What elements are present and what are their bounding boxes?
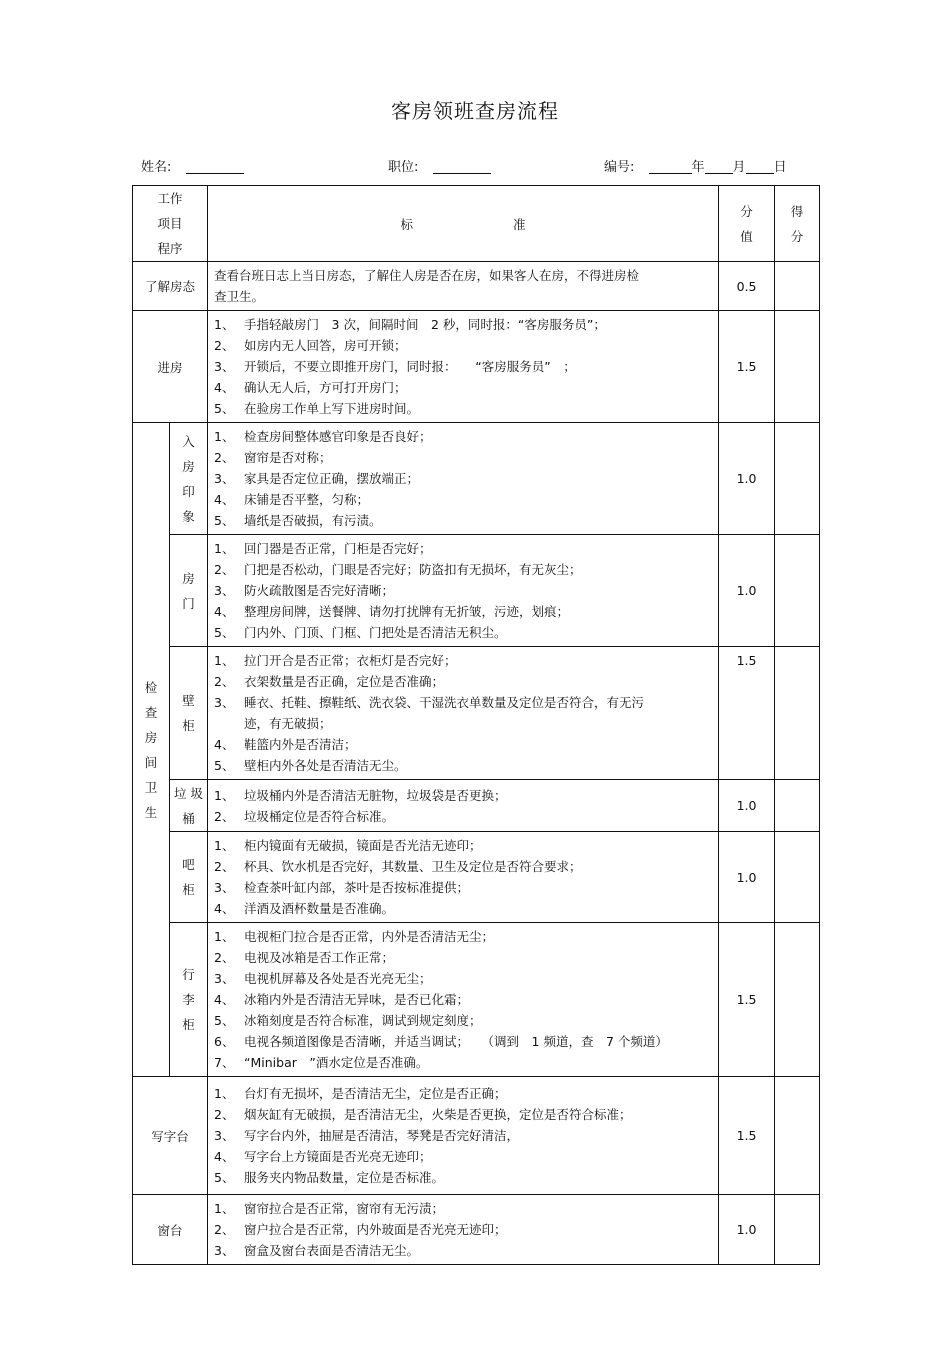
standard-line [214, 1198, 712, 1219]
line-text: 床铺是否平整，匀称； [244, 492, 370, 507]
sub-item-char: 柜 [182, 718, 195, 733]
line-text: 如房内无人回答，房可开锁； [244, 338, 407, 353]
points-cell: 1.0 [719, 1195, 775, 1265]
standard-line [214, 1104, 712, 1125]
sub-item-cell [170, 423, 208, 535]
line-number: 2、 [214, 674, 235, 689]
group-label-cell [133, 423, 170, 1077]
line-number: 2、 [214, 1222, 235, 1237]
score-input-cell[interactable] [775, 535, 820, 647]
group-label-char: 查 [144, 704, 158, 720]
line-number: 1、 [214, 929, 235, 944]
standard-line [214, 835, 712, 856]
score-input-cell[interactable] [775, 423, 820, 535]
line-text: 整理房间牌，送餐牌、请勿打扰牌有无折皱，污迹，划痕； [244, 604, 570, 619]
points-cell: 1.0 [719, 832, 775, 923]
standard-line [214, 989, 712, 1010]
line-text: 检查房间整体感官印象是否良好； [244, 429, 432, 444]
standard-line [214, 968, 712, 989]
standard-line [214, 1031, 712, 1052]
line-number: 4、 [214, 737, 235, 752]
standard-line: 查看台班日志上当日房态，了解住人房是否在房，如果客人在房，不得进房检 [214, 268, 640, 283]
sub-item-char: 象 [182, 508, 195, 524]
score-input-cell[interactable] [775, 780, 820, 832]
standard-line [214, 856, 712, 877]
standard-cell [208, 647, 719, 780]
sub-item-char: 吧 [182, 857, 195, 872]
line-number: 3、 [214, 971, 235, 986]
line-number: 3、 [214, 583, 235, 598]
line-text: 门内外、门顶、门框、门把处是否清洁无积尘。 [244, 625, 507, 640]
standard-cell [208, 423, 719, 535]
line-text: 家具是否定位正确，摆放端正； [244, 471, 420, 486]
line-number: 3、 [214, 880, 235, 895]
score-input-cell[interactable] [775, 1077, 820, 1195]
standard-cell [208, 311, 719, 423]
points-cell: 1.0 [719, 780, 775, 832]
position-blank[interactable] [433, 159, 491, 174]
line-text: 窗帘是否对称； [244, 450, 332, 465]
table-row [133, 923, 820, 1077]
standard-line [214, 898, 712, 919]
standard-line [214, 877, 712, 898]
table-row [133, 311, 820, 423]
day-label: 日 [773, 160, 787, 175]
line-text: 服务夹内物品数量，定位是否标准。 [244, 1170, 445, 1185]
line-text: 衣架数量是否正确，定位是否准确； [244, 674, 445, 689]
standard-line [214, 650, 712, 671]
sub-item-cell [170, 832, 208, 923]
line-number: 4、 [214, 380, 235, 395]
standard-line [214, 755, 712, 776]
line-number: 5、 [214, 1013, 235, 1028]
line-number: 3、 [214, 1128, 235, 1143]
line-number: 1、 [214, 1086, 235, 1101]
line-number: 2、 [214, 338, 235, 353]
line-text: 迹，有无破损； [244, 716, 332, 731]
line-number: 2、 [214, 1107, 235, 1122]
standard-cell [208, 1195, 719, 1265]
item-cell: 窗台 [133, 1195, 208, 1265]
line-number: 1、 [214, 653, 235, 668]
month-label: 月 [732, 160, 746, 175]
standard-line [214, 601, 712, 622]
line-number: 1、 [214, 317, 235, 332]
line-text: 开锁后，不要立即推开房门，同时报： “客房服务员” ； [244, 359, 576, 374]
line-text: 电视及冰箱是否工作正常； [244, 950, 395, 965]
table-row [133, 780, 820, 832]
line-number: 1、 [214, 787, 235, 803]
score-input-cell[interactable] [775, 923, 820, 1077]
points-cell: 1.0 [719, 535, 775, 647]
line-number: 2、 [214, 562, 235, 577]
line-number: 1、 [214, 838, 235, 853]
standard-line [214, 926, 712, 947]
standard-line [214, 538, 712, 559]
line-number: 6、 [214, 1034, 235, 1049]
line-text: 洋酒及酒杯数量是否准确。 [244, 901, 395, 916]
group-label-char: 房 [144, 729, 158, 745]
standard-cell [208, 832, 719, 923]
line-text: 写字台内外，抽屉是否清洁，琴凳是否完好清洁， [244, 1128, 520, 1143]
line-text: 回门器是否正常，门柜是否完好； [244, 541, 432, 556]
sub-item-char: 柜 [182, 882, 195, 897]
group-label-char: 卫 [144, 779, 158, 795]
standard-line [214, 356, 712, 377]
standard-line [214, 671, 712, 692]
line-number: 3、 [214, 359, 235, 374]
score-input-cell[interactable] [775, 262, 820, 311]
group-label-char: 生 [144, 804, 158, 820]
line-number: 1、 [214, 541, 235, 556]
sub-item-char: 李 [182, 992, 195, 1007]
position-label: 职位: [388, 160, 419, 175]
line-text: 台灯有无损坏，是否清洁无尘，定位是否正确； [244, 1086, 507, 1101]
line-text: 墙纸是否破损，有污渍。 [244, 513, 382, 528]
line-number: 2、 [214, 808, 235, 824]
sub-item-char: 房 [182, 570, 195, 586]
line-number: 5、 [214, 758, 235, 773]
line-number: 3、 [214, 695, 235, 710]
line-text: 手指轻敲房门 3 次，间隔时间 2 秒，同时报：“客房服务员”； [244, 317, 606, 332]
line-text: 冰箱刻度是否符合标准，调试到规定刻度； [244, 1013, 482, 1028]
line-text: 门把是否松动，门眼是否完好；防盗扣有无损坏，有无灰尘； [244, 562, 582, 577]
standard-line [214, 947, 712, 968]
line-text: 检查茶叶缸内部，茶叶是否按标准提供； [244, 880, 470, 895]
standard-line [214, 1010, 712, 1031]
standard-line [214, 468, 712, 489]
standard-cell [208, 262, 719, 311]
line-number: 5、 [214, 513, 235, 528]
line-number: 3、 [214, 471, 235, 486]
table-row [133, 1077, 820, 1195]
points-cell: 1.5 [719, 923, 775, 1077]
standard-cell [208, 780, 719, 832]
score-input-cell[interactable] [775, 647, 820, 780]
standard-line [214, 559, 712, 580]
line-text: 窗户拉合是否正常，内外玻面是否光亮无迹印； [244, 1222, 507, 1237]
header-standard: 标 准 [208, 186, 719, 262]
line-text: 冰箱内外是否清洁无异味，是否已化霜； [244, 992, 470, 1007]
table-header-row [133, 186, 820, 262]
score-input-cell[interactable] [775, 832, 820, 923]
line-text: 防火疏散图是否完好清晰； [244, 583, 395, 598]
group-label-char: 间 [144, 754, 158, 770]
sub-item-char: 壁 [182, 693, 195, 708]
day-blank[interactable] [746, 159, 774, 174]
line-text: 电视各频道图像是否清晰，并适当调试； （调到 1 频道，查 7 个频道） [244, 1034, 668, 1049]
item-cell: 写字台 [133, 1077, 208, 1195]
item-cell: 进房 [133, 311, 208, 423]
points-cell: 1.0 [719, 423, 775, 535]
standard-line [214, 1146, 712, 1167]
number-label: 编号: [604, 160, 635, 175]
standard-line [214, 447, 712, 468]
name-label: 姓名: [141, 160, 172, 175]
points-cell: 1.5 [719, 1077, 775, 1195]
group-label-char: 检 [144, 679, 158, 695]
inspection-table [132, 185, 820, 1265]
sub-item-char: 门 [182, 595, 195, 611]
standard-line [214, 1125, 712, 1146]
standard-line [214, 335, 712, 356]
line-text: 电视柜门拉合是否正常，内外是否清洁无尘； [244, 929, 495, 944]
points-cell: 1.5 [719, 311, 775, 423]
standard-line [214, 426, 712, 447]
line-number: 3、 [214, 1243, 235, 1258]
sub-item-cell [170, 780, 208, 832]
table-row [133, 423, 820, 535]
year-label: 年 [691, 160, 705, 175]
sub-item-char: 桶 [182, 810, 195, 826]
table-row [133, 832, 820, 923]
table-row [133, 535, 820, 647]
line-text: 垃圾桶内外是否清洁无脏物，垃圾袋是否更换； [244, 787, 507, 803]
line-text: “Minibar ”酒水定位是否准确。 [244, 1055, 429, 1070]
line-text: 电视机屏幕及各处是否光亮无尘； [244, 971, 432, 986]
line-number: 7、 [214, 1055, 235, 1070]
table-row [133, 1195, 820, 1265]
line-text: 壁柜内外各处是否清洁无尘。 [244, 758, 407, 773]
sub-item-char: 行 [182, 967, 195, 982]
standard-line [214, 377, 712, 398]
line-text: 在验房工作单上写下进房时间。 [244, 401, 420, 416]
header-points: 分 值 [719, 186, 775, 262]
standard-line [214, 622, 712, 643]
standard-line [214, 1052, 712, 1073]
line-number: 4、 [214, 492, 235, 507]
line-number: 2、 [214, 950, 235, 965]
standard-line [214, 1167, 712, 1188]
standard-line [214, 713, 712, 734]
line-number: 5、 [214, 625, 235, 640]
line-text: 睡衣、托鞋、擦鞋纸、洗衣袋、干湿洗衣单数量及定位是否符合，有无污 [244, 695, 645, 710]
line-number: 4、 [214, 901, 235, 916]
sub-item-char: 垃 圾 [174, 785, 203, 801]
score-input-cell[interactable] [775, 1195, 820, 1265]
standard-line [214, 1219, 712, 1240]
standard-line [214, 489, 712, 510]
line-number: 4、 [214, 992, 235, 1007]
standard-line [214, 1083, 712, 1104]
standard-line [214, 734, 712, 755]
standard-line [214, 806, 712, 827]
line-text: 垃圾桶定位是否符合标准。 [244, 808, 395, 824]
standard-cell [208, 535, 719, 647]
line-number: 4、 [214, 604, 235, 619]
line-text: 窗盒及窗台表面是否清洁无尘。 [244, 1243, 420, 1258]
sub-item-cell [170, 535, 208, 647]
sub-item-cell [170, 923, 208, 1077]
score-input-cell[interactable] [775, 311, 820, 423]
standard-line [214, 1240, 712, 1261]
line-text: 确认无人后，方可打开房门； [244, 380, 407, 395]
line-text: 写字台上方镜面是否光亮无迹印； [244, 1149, 432, 1164]
line-number: 1、 [214, 1201, 235, 1216]
header-score: 得 分 [775, 186, 820, 262]
line-text: 窗帘拉合是否正常，窗帘有无污渍； [244, 1201, 445, 1216]
header-work-item: 工作 项目 程序 [133, 186, 208, 262]
line-text: 柜内镜面有无破损，镜面是否光洁无迹印； [244, 838, 482, 853]
line-text: 鞋篮内外是否清洁； [244, 737, 357, 752]
line-text: 杯具、饮水机是否完好，其数量、卫生及定位是否符合要求； [244, 859, 582, 874]
standard-line [214, 692, 712, 713]
points-cell: 1.5 [719, 647, 775, 780]
standard-cell [208, 1077, 719, 1195]
standard-line: 查卫生。 [214, 289, 265, 304]
position-field [388, 156, 491, 175]
sub-item-char: 柜 [182, 1017, 195, 1032]
name-field [141, 156, 244, 175]
line-number: 2、 [214, 859, 235, 874]
standard-line [214, 398, 712, 419]
standard-line [214, 785, 712, 806]
year-blank[interactable] [649, 159, 692, 174]
month-blank[interactable] [705, 159, 733, 174]
line-number: 1、 [214, 429, 235, 444]
number-field [604, 156, 787, 175]
page-title: 客房领班查房流程 [391, 99, 559, 123]
line-number: 5、 [214, 401, 235, 416]
standard-line [214, 314, 712, 335]
sub-item-char: 房 [182, 458, 195, 474]
line-number: 5、 [214, 1170, 235, 1185]
sub-item-cell [170, 647, 208, 780]
standard-line [214, 580, 712, 601]
line-text: 拉门开合是否正常；衣柜灯是否完好； [244, 653, 457, 668]
points-cell: 0.5 [719, 262, 775, 311]
line-text: 烟灰缸有无破损，是否清洁无尘，火柴是否更换，定位是否符合标准； [244, 1107, 632, 1122]
line-number: 4、 [214, 1149, 235, 1164]
standard-cell [208, 923, 719, 1077]
line-number: 2、 [214, 450, 235, 465]
sub-item-char: 入 [182, 433, 195, 449]
standard-line [214, 510, 712, 531]
table-row [133, 262, 820, 311]
item-cell: 了解房态 [133, 262, 208, 311]
sub-item-char: 印 [182, 483, 195, 499]
table-row [133, 647, 820, 780]
name-blank[interactable] [186, 159, 244, 174]
